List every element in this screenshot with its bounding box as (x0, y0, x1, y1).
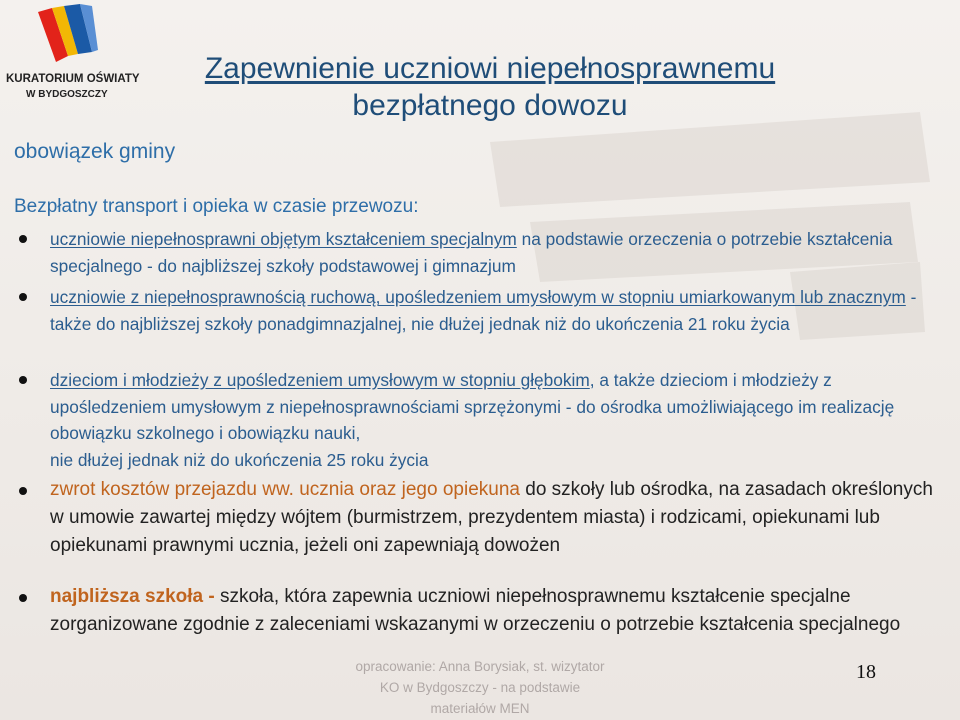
bullet-1-text: na podstawie orzeczenia o potrzebie kształcenia specjalnego - do najbliższej szkoły podstawowej i gimnazjum (50, 229, 893, 276)
title-line-2: bezpłatnego dowozu (352, 89, 628, 122)
footer-line-2: KO w Bydgoszczy - na podstawie (379, 680, 581, 695)
kuratorium-logo (4, 4, 140, 104)
bullet-5-text: szkoła, która zapewnia uczniowi niepełnosprawnemu kształcenie specjalne zorganizowane zgodnie z zaleceniami wskazanymi w orzeczeniu o potrzebie kształcenia specjalnego (50, 586, 901, 635)
footer-line-3: materiałów MEN (430, 701, 530, 716)
footer-line-1: opracowanie: Anna Borysiak, st. wizytator (355, 659, 605, 674)
bullet-2-underlined: uczniowie z niepełnosprawnością ruchową, upośledzeniem umysłowym w stopniu umiarkowanym lub znacznym (50, 287, 906, 307)
bullet-5-highlight: najbliższa szkoła - (50, 586, 215, 607)
logo-text-line1: KURATORIUM OŚWIATY (6, 73, 140, 85)
slide-title (140, 50, 840, 124)
bullet-1-underlined: uczniowie niepełnosprawni objętym kształceniem specjalnym (50, 229, 517, 249)
bullet-item-2 (50, 284, 940, 337)
bullet-4-highlight: zwrot kosztów przejazdu ww. ucznia oraz jego opiekuna (50, 479, 520, 500)
bullet-3-text: , a także dzieciom i młodzieży z upośledzeniem umysłowym z niepełnosprawnościami sprzężonymi - do ośrodka umożliwiającego im realizację obowiązku szkolnego i obowiązku nauki, (50, 370, 895, 443)
bullet-dot (19, 594, 27, 602)
page-number: 18 (856, 661, 876, 683)
section-heading: Bezpłatny transport i opieka w czasie przewozu: (14, 196, 419, 217)
footer-credit (320, 656, 640, 719)
bullet-dot (19, 293, 27, 301)
bullet-dot (19, 487, 27, 495)
bullet-3-underlined: dzieciom i młodzieży z upośledzeniem umysłowym w stopniu głębokim (50, 370, 590, 390)
bullet-item-4 (50, 476, 940, 560)
bullet-dot (19, 376, 27, 384)
bullet-item-1 (50, 226, 940, 279)
bullet-3-text-2: nie dłużej jednak niż do ukończenia 25 roku życia (50, 449, 429, 470)
logo-text-line2: W BYDGOSZCZY (26, 89, 108, 100)
bullet-item-3 (50, 367, 940, 473)
title-line-1: Zapewnienie uczniowi niepełnosprawnemu (204, 52, 776, 85)
bullet-item-5 (50, 583, 940, 639)
bullet-4-text: do szkoły lub ośrodka, na zasadach określonych w umowie zawartej między wójtem (burmistrzem, prezydentem miasta) i rodzicami, opiekunami lub opiekunami prawnymi ucznia, jeżeli oni zapewniają dowożen (50, 479, 933, 556)
bullet-2-text: - także do najbliższej szkoły ponadgimnazjalnej, nie dłużej jednak niż do ukończenia 21 roku życia (50, 287, 917, 334)
subheading: obowiązek gminy (14, 140, 176, 163)
bullet-dot (19, 235, 27, 243)
